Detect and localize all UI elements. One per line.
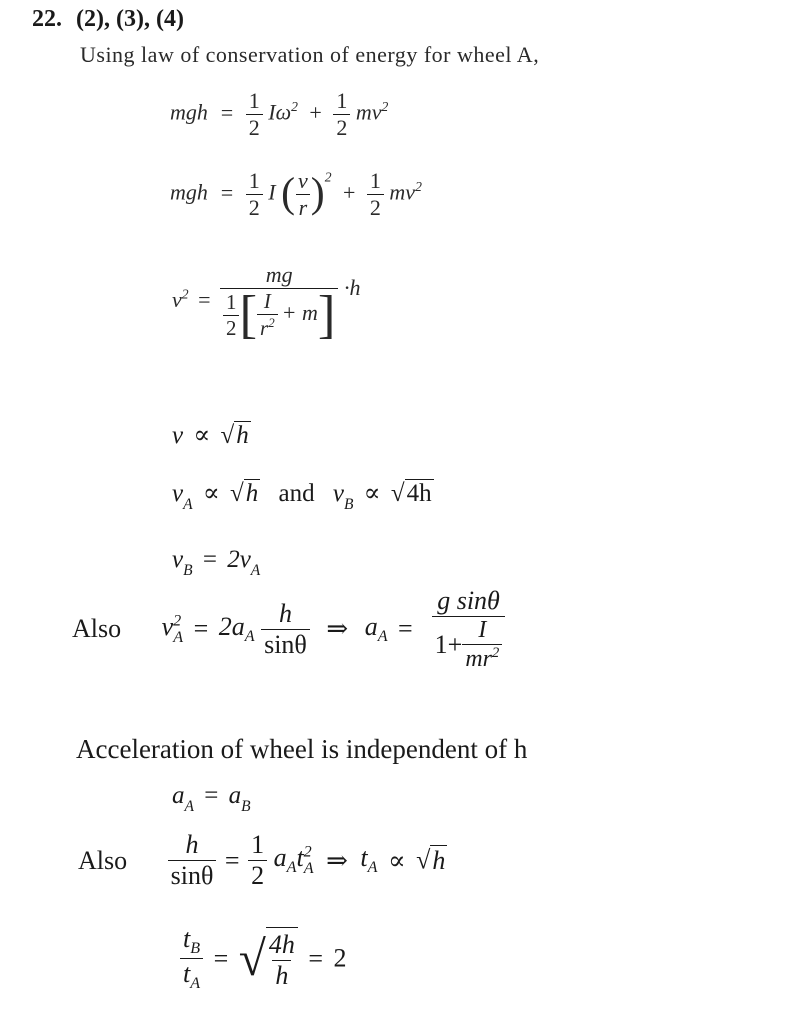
equation-acceleration: Also $v^2_A = 2a_A$ $\frac{h}{\sin\theta}$ ⇒ $a_A$ = g sinθ 1+ $\frac{I}{mr^2}$ [72,586,514,673]
eq1-equals: = [219,99,235,125]
eq9-h-over-sin: $\frac{h}{\sin\theta}$ [168,830,217,891]
eq1-half-1: $\frac{1}{2}$ [246,88,263,141]
eq2-v-over-r: $\frac{v}{r}$ [295,168,311,221]
eq2-I: I [268,179,276,205]
equation-velocity-squared: $v^2$ = mg $\frac{1}{2}$ [ $\frac{I}{r^2}$ + m] ·h [172,262,361,344]
equation-time: Also $\frac{h}{\sin\theta}$ = $\frac{1}{2}$ $a_At^2_A$ ⇒ $t_A \propto √h$ [78,830,446,890]
eq2-equals: = [219,179,235,205]
eq4-prop: ∝ [193,422,211,449]
equation-v-prop-sqrt-h: v ∝ √h [172,422,249,449]
eq10-tB-over-tA: $\frac{t_B}{t_A}$ [180,924,203,993]
answer-options: (2), (3), (4) [76,6,184,32]
eq2-term2: mv [389,179,416,205]
statement-independent-of-h: Acceleration of wheel is independent of h [76,734,528,764]
problem-number-text: 22. [32,6,62,32]
intro-text: Using law of conservation of energy for wheel A, [80,42,540,67]
eq10-sqrt-fraction: $\frac{4h}{h}$ [266,927,298,991]
eq2-half-1: $\frac{1}{2}$ [246,168,263,221]
equation-vB-equals-2vA: $v_B = 2v_A$ [172,546,261,579]
eq2-lhs: mgh [170,179,208,205]
equation-energy-1: mgh = $\frac{1}{2}$ $I\omega^2$ + $\frac{1}{2}$ $mv^2$ [170,88,389,140]
equation-aA-equals-aB: $a_A = a_B$ [172,782,251,815]
eq1-plus: + [309,99,322,125]
eq5-and: and [278,480,315,507]
eq4-v: v [172,422,184,449]
eq1-term2: mv [355,99,382,125]
eq3-lhs: v [172,286,182,312]
equation-time-ratio: $\frac{t_B}{t_A}$ = √ $\frac{4h}{h}$ = 2 [180,924,347,993]
eq9-also: Also [78,845,128,875]
eq7-h-over-sin: $\frac{h}{\sin\theta}$ [261,599,310,660]
problem-number [32,6,184,33]
eq2-plus: + [343,179,356,205]
eq9-half: $\frac{1}{2}$ [248,830,267,891]
eq4-h: h [236,422,249,449]
eq2-half-2: $\frac{1}{2}$ [367,168,384,221]
equation-energy-2: mgh = $\frac{1}{2}$ I ( $\frac{v}{r}$ )$^2$ + $\frac{1}{2}$ $mv^2$ [170,168,422,220]
eq7-also: Also [72,614,122,644]
eq3-h: ·h [343,274,361,300]
eq1-half-2: $\frac{1}{2}$ [333,88,350,141]
eq10-result: 2 [333,943,347,973]
eq7-aA-fraction: g sinθ 1+ $\frac{I}{mr^2}$ [423,586,514,673]
eq1-lhs: mgh [170,99,208,125]
eq3-fraction: mg $\frac{1}{2}$ [ $\frac{I}{r^2}$ + m] [220,262,338,342]
equation-vA-vB: $v_A \propto √h$ and $v_B \propto √4h$ [172,480,432,513]
eq1-term1: Iω [268,99,292,125]
eq3-equals: = [198,286,211,312]
